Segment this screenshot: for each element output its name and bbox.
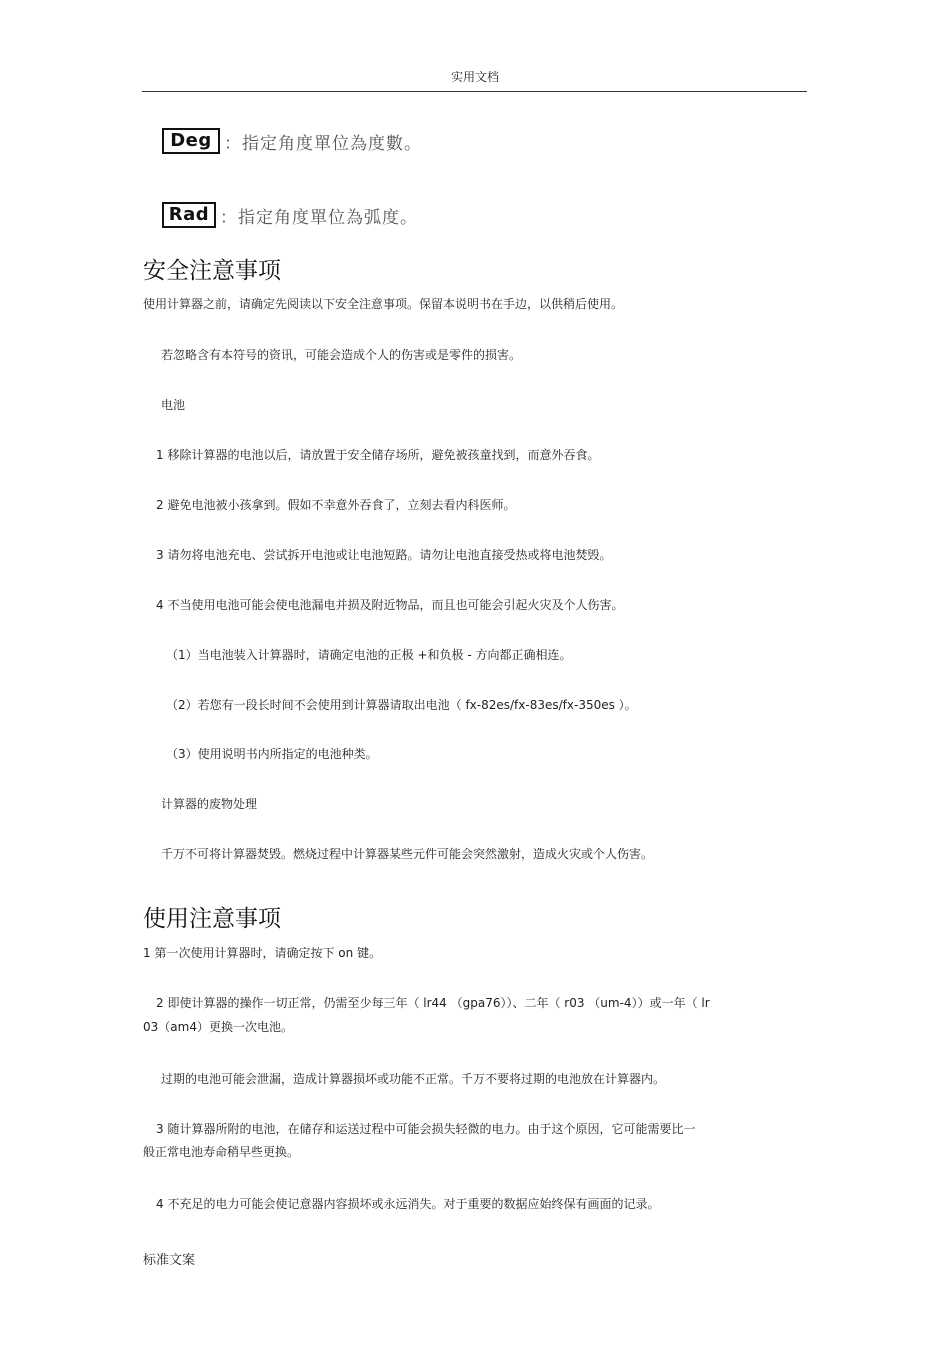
safety-title: 安全注意事项 — [143, 258, 281, 284]
page-footer: 标准文案 — [143, 1253, 196, 1268]
rad-unit-text: ：指定角度單位為弧度。 — [220, 207, 418, 228]
battery-sub-item-1: （1）当电池装入计算器时，请确定电池的正极 +和负极 - 方向都正确相连。 — [166, 648, 572, 662]
battery-item-3: 3 请勿将电池充电、尝试拆开电池或让电池短路。请勿让电池直接受热或将电池焚毁。 — [156, 548, 612, 562]
safety-intro: 使用计算器之前，请确定先阅读以下安全注意事项。保留本说明书在手边，以供稍后使用。 — [143, 297, 624, 311]
deg-unit-row — [162, 126, 422, 156]
battery-item-1: 1 移除计算器的电池以后，请放置于安全储存场所，避免被孩童找到，而意外吞食。 — [156, 448, 600, 462]
usage-item-3-line-2: 般正常电池寿命稍早些更换。 — [143, 1145, 300, 1159]
battery-sub-item-2: （2）若您有一段长时间不会使用到计算器请取出电池（ fx-82es/fx-83es/fx-350es ）。 — [166, 698, 637, 712]
rad-unit-row — [162, 200, 418, 230]
usage-item-2-line-1: 2 即使计算器的操作一切正常，仍需至少每三年（ lr44 （gpa76））、二年（ r03 （um-4））或一年（ lr — [156, 996, 710, 1010]
disposal-text: 千万不可将计算器焚毁。燃烧过程中计算器某些元件可能会突然激射，造成火灾或个人伤害。 — [161, 847, 654, 861]
header-rule — [142, 91, 807, 92]
battery-sub-item-3: （3）使用说明书内所指定的电池种类。 — [166, 747, 378, 761]
expired-battery-note: 过期的电池可能会泄漏，造成计算器损坏或功能不正常。千万不要将过期的电池放在计算器内。 — [161, 1072, 666, 1086]
battery-item-2: 2 避免电池被小孩拿到。假如不幸意外吞食了，立刻去看内科医师。 — [156, 498, 516, 512]
battery-heading: 电池 — [161, 398, 186, 412]
battery-item-4: 4 不当使用电池可能会使电池漏电并损及附近物品，而且也可能会引起火灾及个人伤害。 — [156, 598, 624, 612]
deg-key-icon: Deg — [162, 128, 220, 154]
usage-item-2-line-2: 03（am4）更换一次电池。 — [143, 1020, 293, 1034]
rad-key-icon: Rad — [162, 202, 216, 228]
safety-warning: 若忽略含有本符号的资讯，可能会造成个人的伤害或是零件的损害。 — [161, 348, 522, 362]
deg-unit-text: ：指定角度單位為度數。 — [224, 133, 422, 154]
usage-item-4: 4 不充足的电力可能会使记意器内容损坏或永远消失。对于重要的数据应始终保有画面的记录。 — [156, 1197, 660, 1211]
usage-title: 使用注意事项 — [143, 906, 281, 932]
disposal-heading: 计算器的废物处理 — [161, 797, 258, 811]
usage-item-1: 1 第一次使用计算器时，请确定按下 on 键。 — [143, 946, 382, 960]
usage-item-3-line-1: 3 随计算器所附的电池，在储存和运送过程中可能会损失轻微的电力。由于这个原因，它可能需要比一 — [156, 1122, 696, 1136]
page-header: 实用文档 — [450, 70, 499, 84]
